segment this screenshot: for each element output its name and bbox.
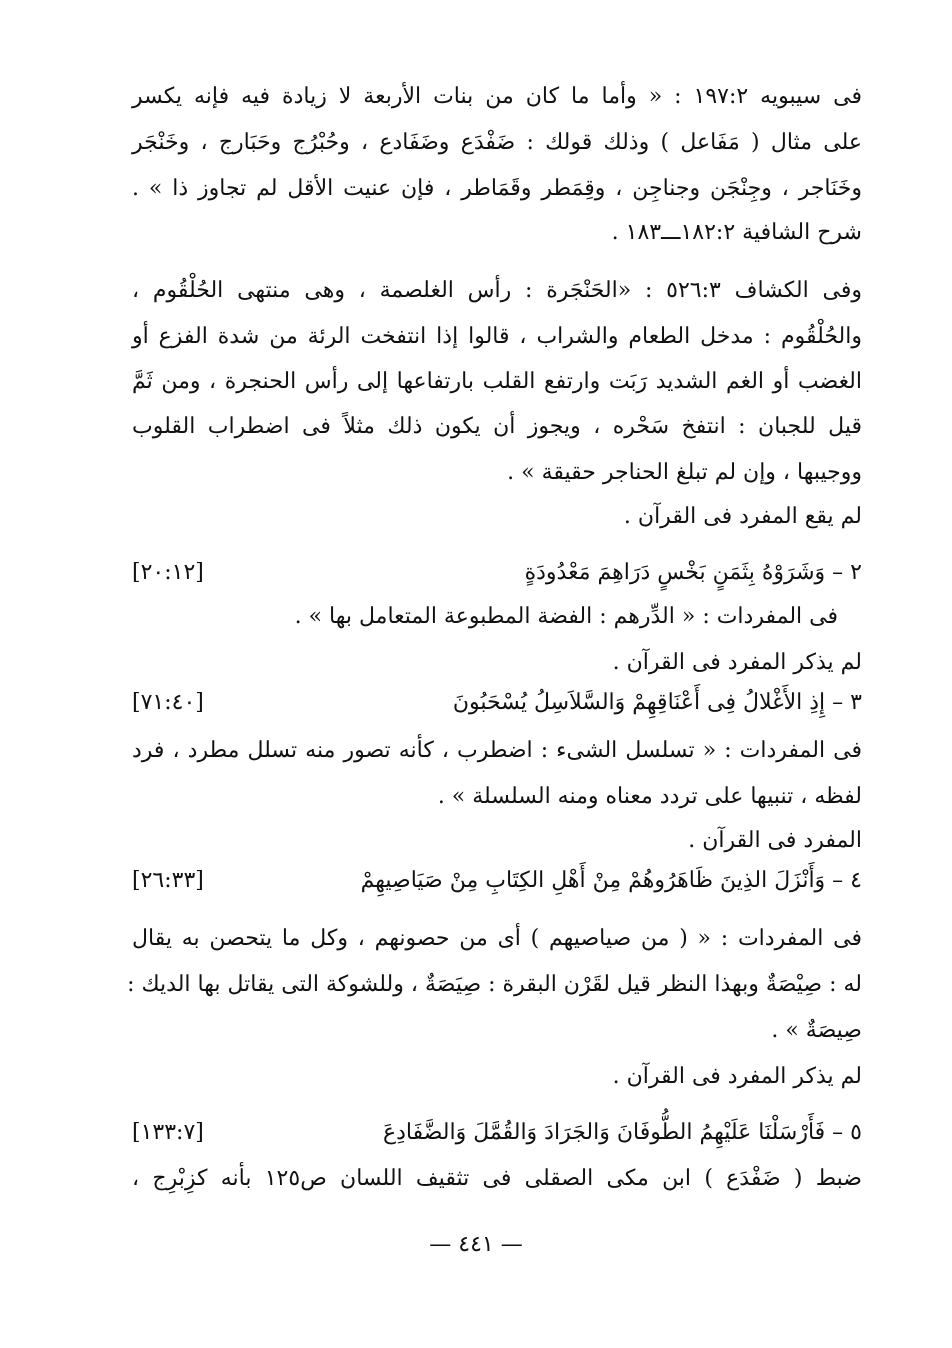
text-line: وخَنَاجر ، وجِنْجَن وجناجِن ، وقِمَطر وقَمَاطر ، فإن عنيت الأقل لم تجاوز ذا » .	[132, 176, 862, 201]
text-line: ضبط ( ضَفْدَع ) ابن مكى الصقلى فى تثقيف اللسان ص١٢٥ بأنه كزِبْرِج ،	[132, 1166, 862, 1191]
verse-reference: [١٣٣:٧]	[132, 1120, 204, 1145]
page-number: — ٤٤١ —	[429, 1232, 523, 1257]
text-line: فى المفردات : « ( من صياصيهم ) أى من حصونهم ، وكل ما يتحصن به يقال	[132, 926, 862, 951]
text-line: على مثال ( مَفَاعل ) وذلك قولك : ضَفْدَع وضَفَادع ، وحُبْرُج وحَبَارج ، وخَنْجَر	[132, 130, 862, 155]
text-line: فى المفردات : « الدِّرهم : الفضة المطبوعة المتعامل بها » .	[294, 604, 838, 629]
text-line: لفظه ، تنبيها على تردد معناه ومنه السلسلة » .	[437, 784, 862, 809]
text-line: صِيصَةٌ » .	[771, 1018, 862, 1043]
text-line: له : صِيْصَةٌ وبهذا النظر قيل لقَرْن البقرة : صِيَصَةٌ ، وللشوكة التى يقاتل بها الديك :	[127, 972, 862, 997]
text-line: فى المفردات : « تسلسل الشىء : اضطرب ، كأنه تصور منه تسلل مطرد ، فرد	[132, 738, 862, 763]
verse-text: ٥ – فَأَرْسَلْنَا عَلَيْهِمُ الطُّوفَانَ وَالجَرَادَ وَالقُمَّلَ وَالضَّفَادِعَ	[382, 1120, 862, 1145]
verse-reference: [٧١:٤٠]	[132, 690, 204, 715]
verse-reference: [٢٠:١٢]	[132, 560, 204, 585]
text-line: ووجيبها ، وإن لم تبلغ الحناجر حقيقة » .	[507, 460, 862, 485]
verse-reference: [٢٦:٣٣]	[132, 868, 204, 893]
text-line: شرح الشافية ١٨٢:٢ـــ١٨٣ .	[611, 220, 862, 245]
verse-text: ٢ – وَشَرَوْهُ بِثَمَنٍ بَخْسٍ دَرَاهِمَ مَعْدُودَةٍ	[524, 560, 862, 585]
text-line: وفى الكشاف ٥٢٦:٣ : «الحَنْجَرة : رأس الغلصمة ، وهى منتهى الحُلْقُوم ،	[132, 278, 862, 303]
text-line: فى سيبويه ١٩٧:٢ : « وأما ما كان من بنات الأربعة لا زيادة فيه فإنه يكسر	[132, 84, 862, 109]
text-line: لم يذكر المفرد فى القرآن .	[612, 1064, 862, 1089]
text-line: والحُلْقُوم : مدخل الطعام والشراب ، قالوا إذا انتفخت الرئة من شدة الفزع أو	[132, 324, 862, 349]
text-line: قيل للجبان : انتفخ سَحْره ، ويجوز أن يكون ذلك مثلاً فى اضطراب القلوب	[132, 414, 862, 439]
text-line: لم يقع المفرد فى القرآن .	[623, 504, 862, 529]
verse-text: ٣ – إِذِ الأَغْلالُ فِى أَعْنَاقِهِمْ وَالسَّلاَسِلُ يُسْحَبُونَ	[452, 690, 862, 715]
text-line: المفرد فى القرآن .	[688, 828, 862, 853]
text-line: لم يذكر المفرد فى القرآن .	[612, 650, 862, 675]
text-line: الغضب أو الغم الشديد رَبَت وارتفع القلب بارتفاعها إلى رأس الحنجرة ، ومن ثَمَّ	[132, 369, 862, 394]
verse-text: ٤ – وَأَنْزَلَ الذِينَ ظَاهَرُوهُمْ مِنْ أَهْلِ الكِتَابِ مِنْ صَيَاصِيهِمْ	[360, 868, 862, 893]
